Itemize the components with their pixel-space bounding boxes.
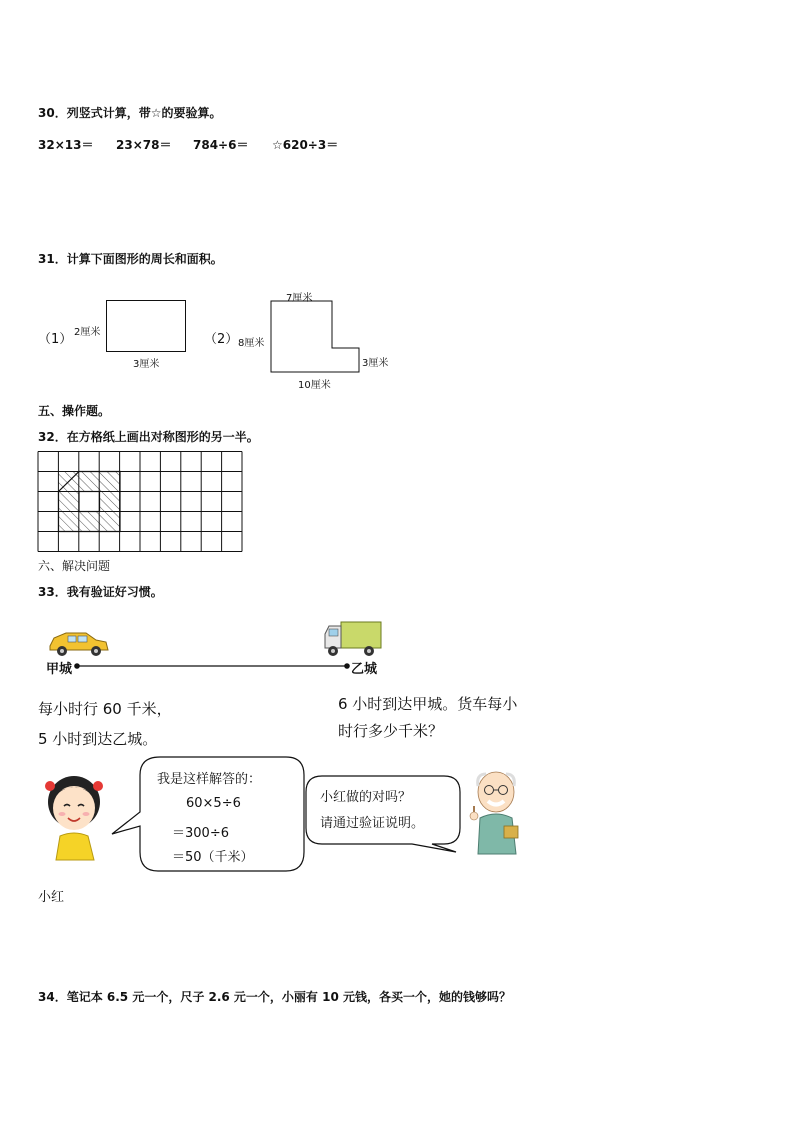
q33-title: 33．我有验证好习惯。 (38, 585, 163, 599)
fig2-right-label: 3厘米 (362, 358, 389, 369)
section5-heading: 五、操作题。 (38, 404, 111, 418)
truck-text-line-1: 6 小时到达甲城。货车每小 (338, 695, 518, 713)
fig1-bottom-label: 3厘米 (133, 359, 160, 370)
calc-line-2: ＝300÷6 (172, 826, 229, 841)
girl-name-label: 小红 (38, 890, 65, 905)
q30-item-2: 23×78＝ (116, 138, 172, 152)
fig1-side-label: 2厘米 (74, 327, 101, 338)
teacher-icon (466, 768, 530, 854)
calc-line-3: ＝50（千米） (172, 850, 254, 865)
teacher-question-2: 请通过验证说明。 (320, 816, 425, 831)
car-time-text: 5 小时到达乙城。 (38, 730, 158, 748)
fig2-label: （2） (204, 332, 239, 347)
city-b-label: 乙城 (351, 662, 378, 677)
q30-item-3: 784÷6＝ (193, 138, 249, 152)
calc-line-1: 60×5÷6 (186, 796, 241, 811)
fig2-left-label: 8厘米 (238, 338, 265, 349)
section6-heading: 六、解决问题 (38, 559, 111, 573)
fig1-label: （1） (38, 332, 73, 347)
q34-title: 34．笔记本 6.5 元一个，尺子 2.6 元一个，小丽有 10 元钱，各买一个，她的钱够吗？ (38, 990, 511, 1004)
q31-title: 31．计算下面图形的周长和面积。 (38, 252, 223, 266)
teacher-question-1: 小红做的对吗？ (320, 790, 412, 805)
city-a-label: 甲城 (46, 662, 73, 677)
fig2-bottom-label: 10厘米 (298, 380, 331, 391)
q30-item-1: 32×13＝ (38, 138, 94, 152)
q32-title: 32．在方格纸上画出对称图形的另一半。 (38, 430, 259, 444)
q30-item-4: ☆620÷3＝ (272, 138, 339, 152)
truck-text-line-2: 时行多少千米？ (338, 722, 444, 740)
fig2-top-label: 7厘米 (286, 293, 313, 304)
car-speed-text: 每小时行 60 千米， (38, 700, 172, 718)
bubble-intro: 我是这样解答的： (157, 772, 262, 787)
q30-title: 30．列竖式计算，带☆的要验算。 (38, 106, 222, 120)
